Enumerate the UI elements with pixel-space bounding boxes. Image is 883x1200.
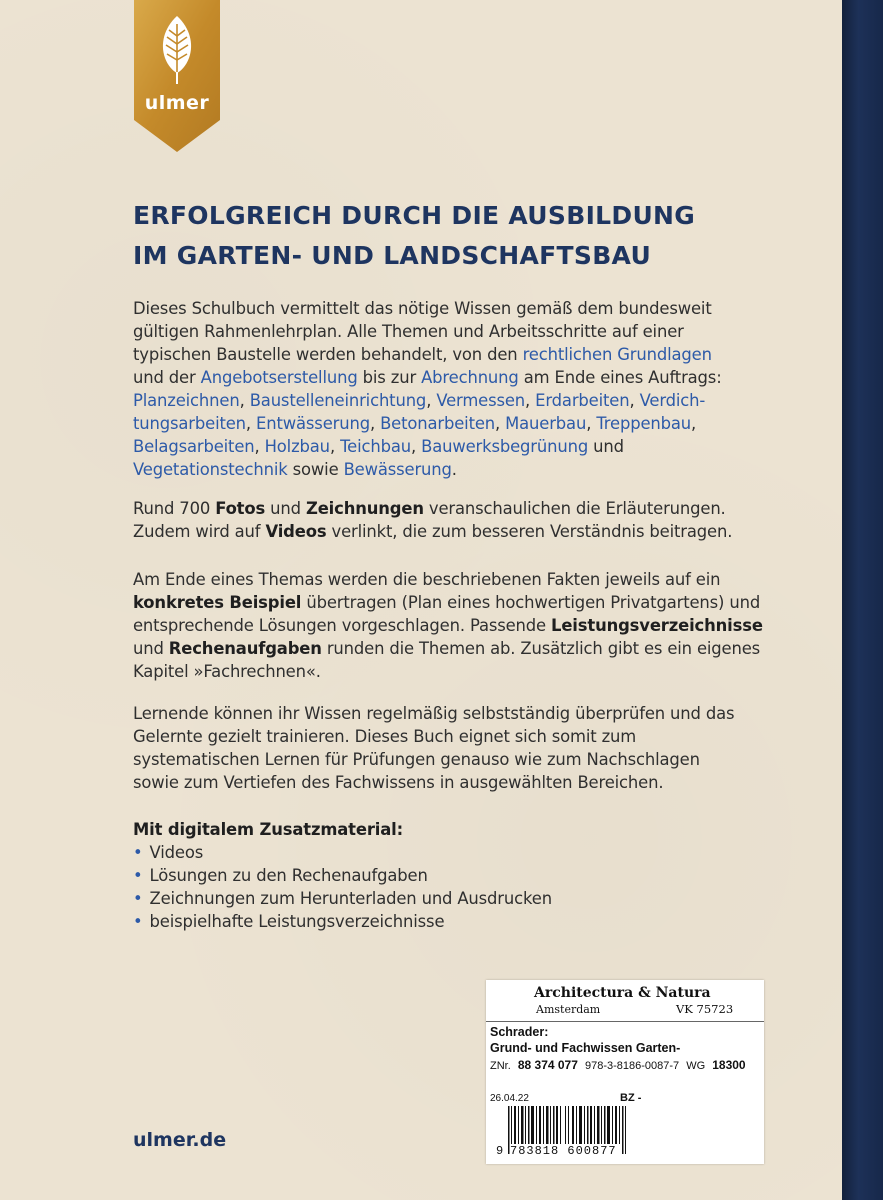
text-span: und xyxy=(588,437,624,456)
text-span: , xyxy=(410,437,422,456)
text-span: Rund 700 xyxy=(133,499,216,518)
text-span: , xyxy=(525,391,536,410)
wg-value: 18300 xyxy=(712,1058,746,1072)
text-span: , xyxy=(495,414,506,433)
list-item: • Videos xyxy=(133,841,823,864)
headline xyxy=(133,196,813,276)
text-line: Gelernte gezielt trainieren. Dieses Buch eignet sich somit zum xyxy=(133,727,637,746)
text-line: Am Ende eines Themas werden die beschriebenen Fakten jeweils auf ein xyxy=(133,570,721,589)
topic-highlight: rechtlichen Grundlagen xyxy=(522,345,712,364)
text-span: , xyxy=(329,437,341,456)
paragraph-example xyxy=(133,568,823,683)
text-span: , xyxy=(586,414,597,433)
sticker-bz: BZ - xyxy=(620,1092,642,1104)
headline-line-1: ERFOLGREICH DURCH DIE AUSBILDUNG xyxy=(133,201,696,230)
topic-highlight: Verdich- xyxy=(639,391,706,410)
bold-term: Fotos xyxy=(215,499,266,518)
text-line: systematischen Lernen für Prüfungen genauso wie zum Nachschlagen xyxy=(133,750,700,769)
publisher-url: ulmer.de xyxy=(133,1129,227,1151)
wg-label: WG xyxy=(686,1060,706,1072)
text-line: sowie zum Vertiefen des Fachwissens in ausgewählten Bereichen. xyxy=(133,773,664,792)
topic-highlight: Treppenbau xyxy=(596,414,692,433)
topic-highlight: Bauwerksbegrünung xyxy=(421,437,589,456)
paragraph-learning xyxy=(133,702,823,794)
text-span: , xyxy=(629,391,640,410)
bold-term: Leistungsverzeichnisse xyxy=(551,616,763,635)
text-span: , xyxy=(691,414,697,433)
text-line xyxy=(133,412,823,435)
text-line xyxy=(133,614,823,637)
bold-term: Zeichnungen xyxy=(305,499,424,518)
logo-text: ulmer xyxy=(144,92,210,114)
text-line xyxy=(133,389,823,412)
digital-material-heading: Mit digitalem Zusatzmaterial: xyxy=(133,820,404,839)
price-sticker xyxy=(486,980,764,1164)
topic-highlight: Angebotserstellung xyxy=(200,368,358,387)
paragraph-intro xyxy=(133,297,823,481)
sticker-shop-name: Architectura & Natura xyxy=(534,985,711,1001)
topic-highlight: Abrechnung xyxy=(421,368,519,387)
sticker-title: Grund- und Fachwissen Garten- xyxy=(490,1041,681,1055)
barcode-digits: 783818 600877 xyxy=(510,1144,617,1158)
text-line xyxy=(133,637,823,660)
logo-shield-icon xyxy=(134,0,220,152)
topic-highlight: Belagsarbeiten xyxy=(133,437,255,456)
sticker-date: 26.04.22 xyxy=(490,1093,529,1104)
text-span: , xyxy=(254,437,265,456)
text-span: am Ende eines Auftrags: xyxy=(518,368,722,387)
text-line xyxy=(133,366,823,389)
topic-highlight: Erdarbeiten xyxy=(535,391,630,410)
topic-highlight: Mauerbau xyxy=(505,414,587,433)
paragraph-media xyxy=(133,497,823,543)
text-line: gültigen Rahmenlehrplan. Alle Themen und Arbeitsschritte auf einer xyxy=(133,322,684,341)
text-span: , xyxy=(245,414,257,433)
text-span: veranschaulichen die Erläuterungen. xyxy=(423,499,726,518)
sticker-author: Schrader: xyxy=(490,1025,549,1039)
bold-term: Rechenaufgaben xyxy=(168,639,322,658)
sticker-vk: VK 75723 xyxy=(676,1002,734,1016)
barcode-first-digit: 9 xyxy=(496,1144,504,1158)
topic-highlight: Betonarbeiten xyxy=(380,414,496,433)
bold-term: konkretes Beispiel xyxy=(133,593,302,612)
digital-material-list xyxy=(133,841,823,933)
text-span: übertragen (Plan eines hochwertigen Privatgartens) und xyxy=(301,593,761,612)
topic-highlight: Entwässerung xyxy=(256,414,370,433)
text-span: sowie xyxy=(287,460,344,479)
headline-line-2: IM GARTEN- UND LANDSCHAFTSBAU xyxy=(133,241,652,270)
text-span: , xyxy=(239,391,250,410)
topic-highlight: Baustelleneinrichtung xyxy=(249,391,427,410)
publisher-logo xyxy=(134,0,220,152)
text-line: Dieses Schulbuch vermittelt das nötige Wissen gemäß dem bundesweit xyxy=(133,299,712,318)
text-line xyxy=(133,343,823,366)
sticker-city: Amsterdam xyxy=(536,1003,601,1016)
sticker-divider xyxy=(486,1021,764,1022)
text-span: typischen Baustelle werden behandelt, von den xyxy=(133,345,523,364)
topic-highlight: tungsarbeiten xyxy=(133,414,246,433)
text-line xyxy=(133,520,823,543)
text-line xyxy=(133,458,823,481)
text-line xyxy=(133,591,823,614)
text-span: , xyxy=(426,391,437,410)
list-item: • Zeichnungen zum Herunterladen und Ausdrucken xyxy=(133,887,823,910)
topic-highlight: Holzbau xyxy=(264,437,330,456)
text-line: Lernende können ihr Wissen regelmäßig selbstständig überprüfen und das xyxy=(133,704,735,723)
book-spine-edge xyxy=(842,0,883,1200)
text-span: und der xyxy=(133,368,201,387)
text-span: und xyxy=(265,499,306,518)
text-span: runden die Themen ab. Zusätzlich gibt es ein eigenes xyxy=(321,639,761,658)
topic-highlight: Bewässerung xyxy=(343,460,452,479)
text-span: verlinkt, die zum besseren Verständnis beitragen. xyxy=(326,522,733,541)
text-span: bis zur xyxy=(357,368,422,387)
topic-highlight: Teichbau xyxy=(340,437,411,456)
text-span: und xyxy=(133,639,169,658)
topic-highlight: Vermessen xyxy=(436,391,526,410)
text-span: . xyxy=(451,460,457,479)
text-line xyxy=(133,497,823,520)
topic-highlight: Vegetationstechnik xyxy=(133,460,288,479)
text-span: entsprechende Lösungen vorgeschlagen. Passende xyxy=(133,616,552,635)
text-line xyxy=(133,435,823,458)
list-item: • Lösungen zu den Rechenaufgaben xyxy=(133,864,823,887)
text-span: , xyxy=(369,414,381,433)
bold-term: Videos xyxy=(265,522,327,541)
znr-label: ZNr. xyxy=(490,1060,511,1072)
text-span: Zudem wird auf xyxy=(133,522,266,541)
znr-value: 88 374 077 xyxy=(517,1058,578,1072)
list-item: • beispielhafte Leistungsverzeichnisse xyxy=(133,910,823,933)
digital-material xyxy=(133,818,823,933)
topic-highlight: Planzeichnen xyxy=(133,391,240,410)
sticker-codes xyxy=(490,1058,750,1072)
isbn-value: 978-3-8186-0087-7 xyxy=(584,1060,680,1072)
text-line: Kapitel »Fachrechnen«. xyxy=(133,662,321,681)
